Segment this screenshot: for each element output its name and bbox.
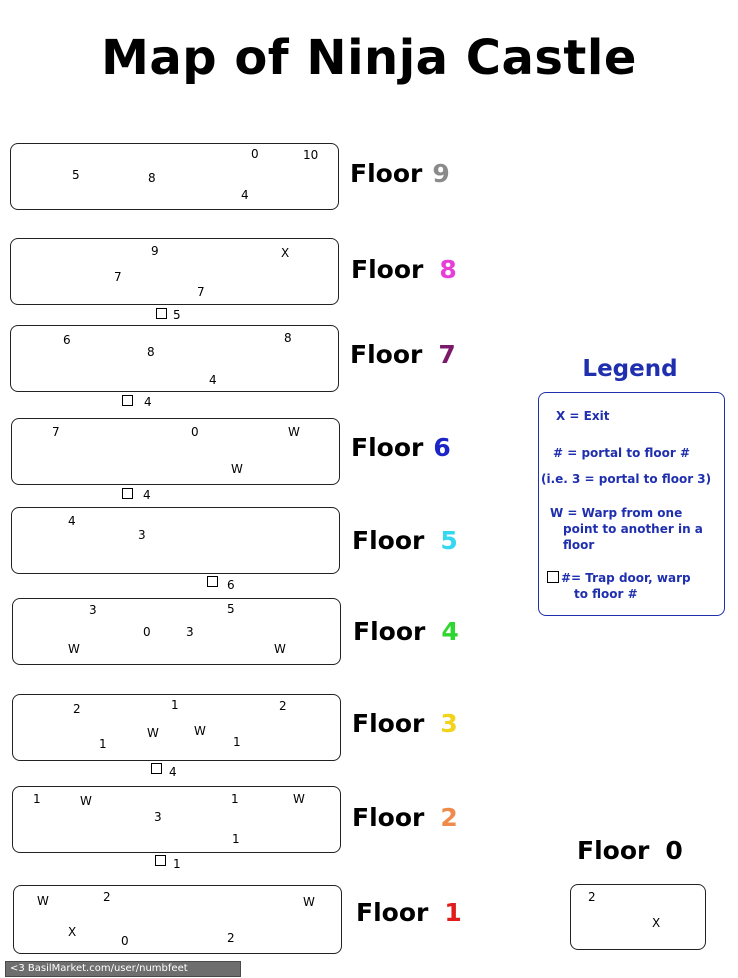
floor-number: 7 — [438, 340, 456, 369]
floor-9-map — [10, 143, 339, 210]
floor-number: 6 — [433, 433, 451, 462]
floor-3-label: 1 — [171, 698, 179, 712]
trapdoor-icon — [547, 571, 559, 583]
floor-word: Floor — [350, 159, 423, 188]
legend-warp-line-3: floor — [563, 538, 595, 552]
footer-watermark: <3 BasilMarket.com/user/numbfeet — [5, 961, 241, 977]
floor-number: 8 — [439, 255, 457, 284]
floor-0-heading — [577, 837, 683, 865]
floor-6-label: W — [231, 462, 243, 476]
floor-3-label: W — [194, 724, 206, 738]
floor-8-map — [10, 238, 339, 305]
floor-number: 9 — [432, 159, 450, 188]
floor-3-label: W — [147, 726, 159, 740]
floor-0-label: X — [652, 916, 661, 930]
floor-5-map — [11, 507, 340, 574]
legend-warp-line-1: W = Warp from one — [550, 506, 683, 520]
legend-title: Legend — [582, 356, 678, 382]
floor-9-heading — [350, 160, 450, 188]
floor-word: Floor — [351, 255, 424, 284]
floor-6-heading — [351, 434, 451, 462]
floor-1-label: 0 — [121, 934, 129, 948]
floor-0-map — [570, 884, 706, 950]
floor-6-label: 0 — [191, 425, 199, 439]
floor-3-map — [12, 694, 341, 761]
trapdoor-icon — [207, 576, 218, 587]
floor-2-label: 3 — [154, 810, 162, 824]
floor-7-label: 8 — [147, 345, 155, 359]
floor-3-label: 2 — [73, 702, 81, 716]
trapdoor-destination: 4 — [144, 395, 152, 409]
trapdoor-icon — [151, 763, 162, 774]
floor-2-label: W — [80, 794, 92, 808]
trapdoor-destination: 1 — [173, 857, 181, 871]
floor-word: Floor — [352, 526, 425, 555]
floor-6-label: 7 — [52, 425, 60, 439]
floor-9-label: 10 — [303, 148, 319, 162]
floor-word: Floor — [353, 617, 426, 646]
trapdoor-icon — [122, 395, 133, 406]
floor-5-label: 4 — [68, 514, 76, 528]
floor-8-label: 9 — [151, 244, 159, 258]
floor-2-map — [12, 786, 341, 853]
floor-number: 0 — [665, 836, 683, 865]
legend-portal: # = portal to floor # — [553, 446, 691, 460]
floor-1-label: W — [303, 895, 315, 909]
floor-2-label: 1 — [232, 832, 240, 846]
legend-box — [538, 392, 725, 616]
floor-number: 2 — [440, 803, 458, 832]
floor-word: Floor — [356, 898, 429, 927]
floor-4-label: 3 — [89, 603, 97, 617]
floor-8-label: 7 — [197, 285, 205, 299]
floor-1-map — [13, 885, 342, 954]
floor-5-heading — [352, 527, 458, 555]
legend-trapdoor-line-1 — [547, 570, 691, 586]
legend-warp-line-2: point to another in a — [563, 522, 703, 536]
floor-3-label: 2 — [279, 699, 287, 713]
floor-9-label: 4 — [241, 188, 249, 202]
legend-portal-example: (i.e. 3 = portal to floor 3) — [541, 472, 712, 486]
floor-2-label: W — [293, 792, 305, 806]
trapdoor-icon — [122, 488, 133, 499]
floor-9-label: 5 — [72, 168, 80, 182]
floor-4-map — [12, 598, 341, 665]
floor-word: Floor — [351, 433, 424, 462]
legend-trapdoor-text: #= Trap door, warp — [561, 571, 691, 585]
trapdoor-icon — [155, 855, 166, 866]
floor-3-heading — [352, 710, 458, 738]
floor-1-label: W — [37, 894, 49, 908]
floor-2-heading — [352, 804, 458, 832]
floor-4-label: 0 — [143, 625, 151, 639]
floor-word: Floor — [352, 709, 425, 738]
floor-3-label: 1 — [99, 737, 107, 751]
floor-8-label: 7 — [114, 270, 122, 284]
floor-7-heading — [350, 341, 456, 369]
floor-7-label: 6 — [63, 333, 71, 347]
floor-4-label: W — [68, 642, 80, 656]
floor-7-label: 4 — [209, 373, 217, 387]
page-title: Map of Ninja Castle — [101, 30, 637, 86]
floor-3-label: 1 — [233, 735, 241, 749]
floor-9-label: 8 — [148, 171, 156, 185]
floor-1-label: 2 — [227, 931, 235, 945]
floor-0-label: 2 — [588, 890, 596, 904]
floor-4-heading — [353, 618, 459, 646]
floor-1-label: X — [68, 925, 77, 939]
floor-word: Floor — [352, 803, 425, 832]
floor-number: 5 — [440, 526, 458, 555]
floor-8-heading — [351, 256, 457, 284]
floor-1-heading — [356, 899, 462, 927]
floor-4-label: 3 — [186, 625, 194, 639]
floor-5-label: 3 — [138, 528, 146, 542]
floor-4-label: 5 — [227, 602, 235, 616]
floor-1-label: 2 — [103, 890, 111, 904]
trapdoor-destination: 5 — [173, 308, 181, 322]
trapdoor-icon — [156, 308, 167, 319]
floor-number: 4 — [441, 617, 459, 646]
floor-2-label: 1 — [231, 792, 239, 806]
legend-trapdoor-line-2: to floor # — [574, 587, 638, 601]
floor-number: 3 — [440, 709, 458, 738]
floor-word: Floor — [350, 340, 423, 369]
trapdoor-destination: 6 — [227, 578, 235, 592]
floor-7-map — [10, 325, 339, 392]
floor-2-label: 1 — [33, 792, 41, 806]
floor-word: Floor — [577, 836, 650, 865]
trapdoor-destination: 4 — [143, 488, 151, 502]
floor-6-map — [11, 418, 340, 485]
floor-8-label: X — [281, 246, 290, 260]
floor-7-label: 8 — [284, 331, 292, 345]
trapdoor-destination: 4 — [169, 765, 177, 779]
legend-exit: X = Exit — [556, 409, 610, 423]
floor-number: 1 — [444, 898, 462, 927]
floor-6-label: W — [288, 425, 300, 439]
floor-9-label: 0 — [251, 147, 259, 161]
floor-4-label: W — [274, 642, 286, 656]
